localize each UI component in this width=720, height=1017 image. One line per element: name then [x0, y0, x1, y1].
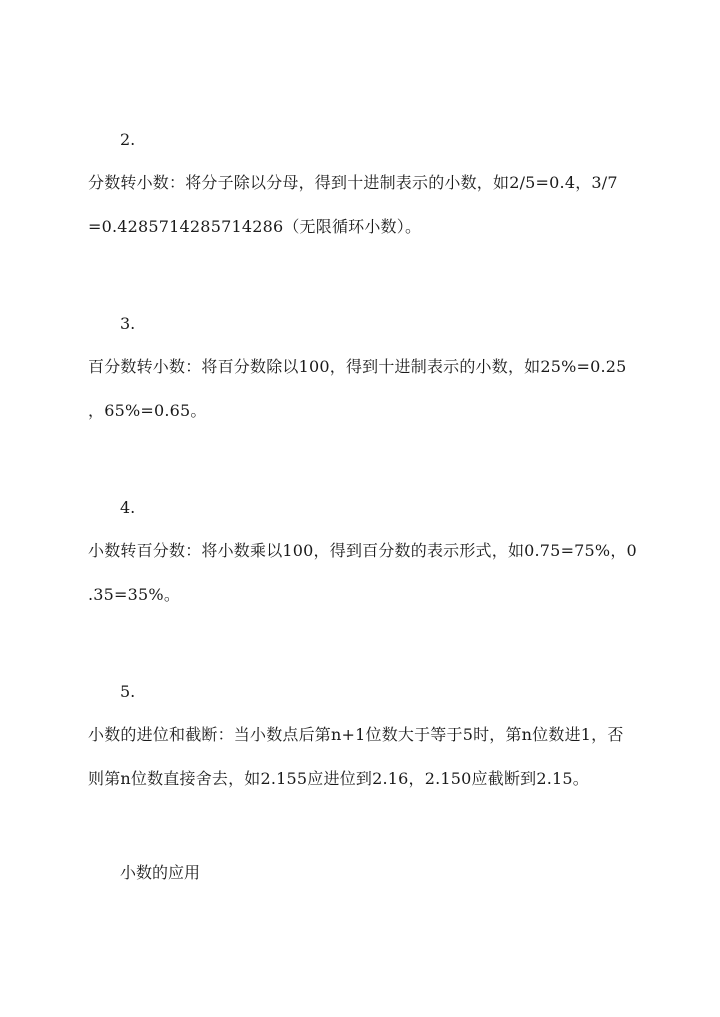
section-4-line-2: .35=35%。	[88, 585, 181, 604]
section-2-line-2: =0.4285714285714286（无限循环小数）。	[88, 217, 422, 236]
section-3-line-2: ，65%=0.65。	[88, 401, 207, 420]
section-2-line-1: 分数转小数：将分子除以分母，得到十进制表示的小数，如2/5=0.4，3/7	[88, 173, 618, 192]
section-4-line-1: 小数转百分数：将小数乘以100，得到百分数的表示形式，如0.75=75%，0	[88, 541, 637, 560]
section-5-line-2: 则第n位数直接舍去，如2.155应进位到2.16，2.150应截断到2.15。	[88, 769, 589, 788]
section-number-2: 2.	[120, 130, 136, 149]
section-heading: 小数的应用	[120, 863, 201, 882]
section-5-line-1: 小数的进位和截断：当小数点后第n+1位数大于等于5时，第n位数进1，否	[88, 725, 624, 744]
section-number-5: 5.	[120, 682, 136, 701]
section-number-4: 4.	[120, 498, 136, 517]
section-number-3: 3.	[120, 314, 136, 333]
section-3-line-1: 百分数转小数：将百分数除以100，得到十进制表示的小数，如25%=0.25	[88, 357, 627, 376]
